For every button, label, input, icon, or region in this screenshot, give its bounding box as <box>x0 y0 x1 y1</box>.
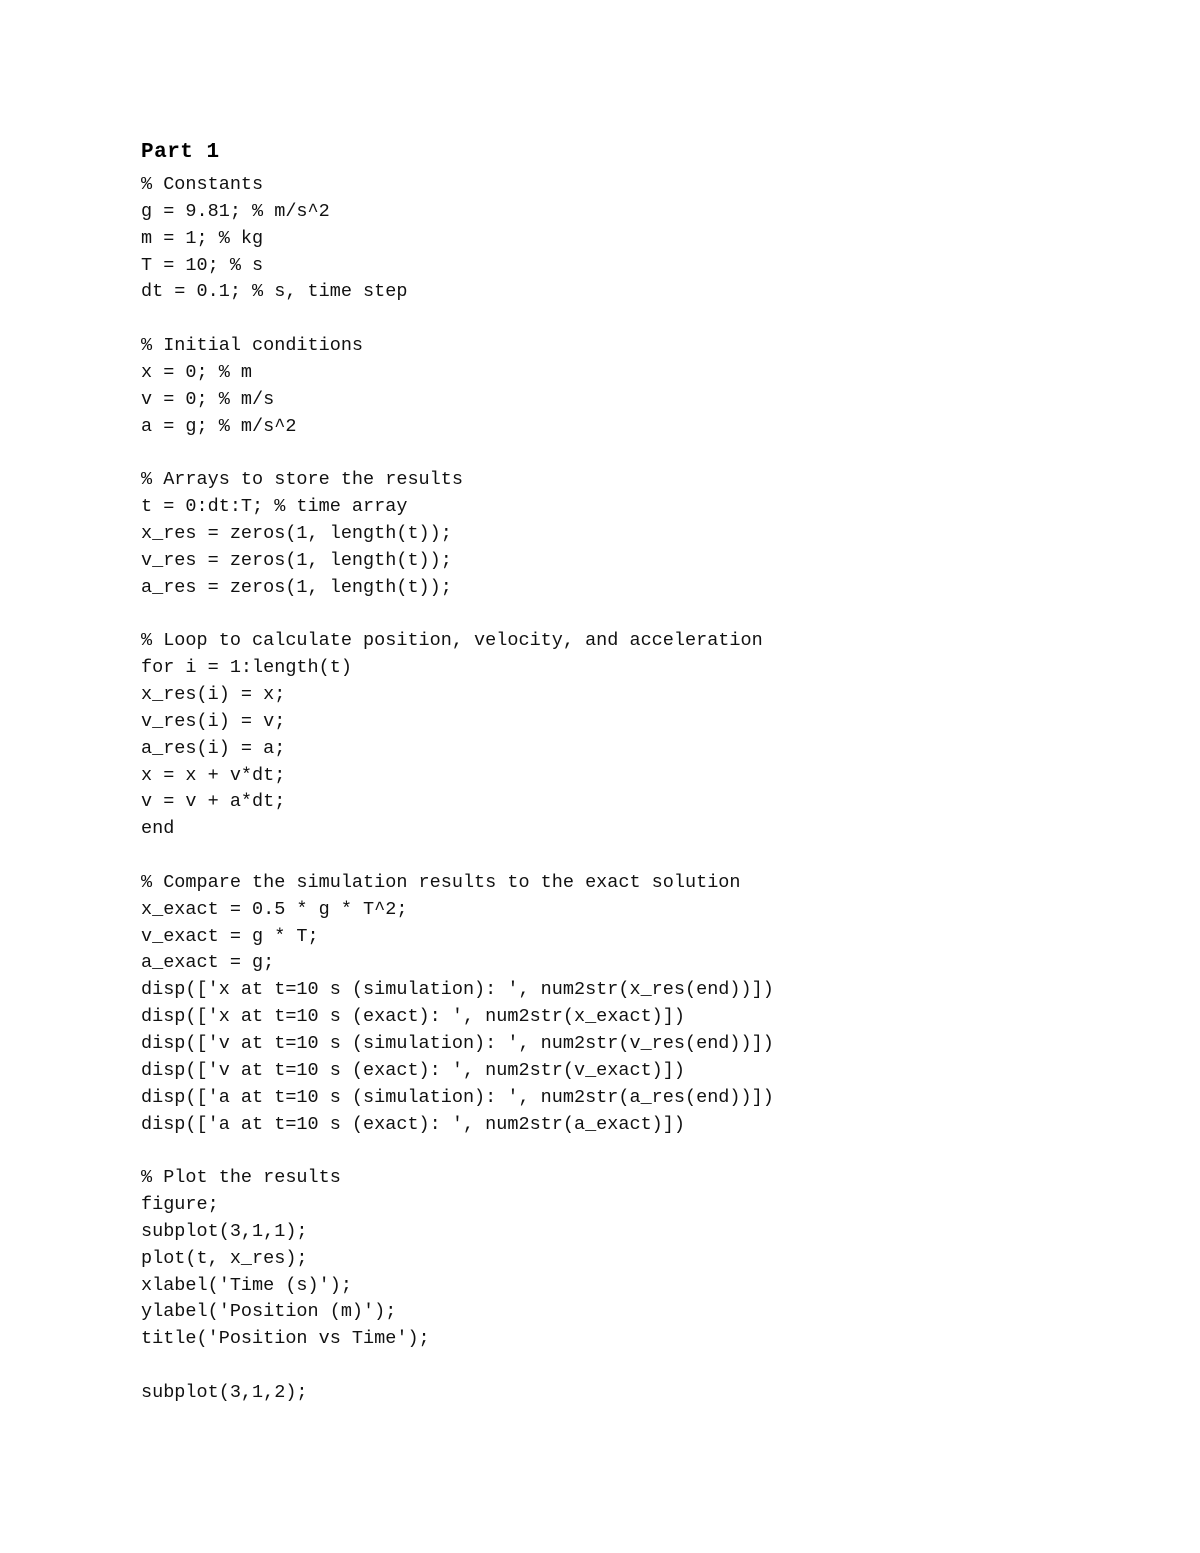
code-line: subplot(3,1,2); <box>141 1381 308 1403</box>
code-line: ylabel('Position (m)'); <box>141 1301 397 1323</box>
code-line: disp(['x at t=10 s (exact): ', num2str(x_exact)]) <box>141 1006 685 1028</box>
code-line: % Loop to calculate position, velocity, and acceleration <box>141 630 763 652</box>
code-line: disp(['a at t=10 s (simulation): ', num2str(a_res(end))]) <box>141 1086 774 1108</box>
code-line: for i = 1:length(t) <box>141 657 352 679</box>
code-line: v_res = zeros(1, length(t)); <box>141 549 452 571</box>
code-line: x = x + v*dt; <box>141 764 286 786</box>
code-line: v_res(i) = v; <box>141 710 286 732</box>
code-line: t = 0:dt:T; % time array <box>141 496 408 518</box>
code-line: a_res = zeros(1, length(t)); <box>141 576 452 598</box>
code-line: % Constants <box>141 174 264 195</box>
code-line: disp(['v at t=10 s (simulation): ', num2str(v_res(end))]) <box>141 1033 774 1054</box>
code-line: plot(t, x_res); <box>141 1247 308 1269</box>
code-line: title('Position vs Time'); <box>141 1328 430 1350</box>
code-line: v = 0; % m/s <box>141 388 275 410</box>
code-line: % Arrays to store the results <box>141 469 463 491</box>
code-line: x = 0; % m <box>141 361 253 383</box>
code-line: xlabel('Time (s)'); <box>141 1274 352 1296</box>
code-line: x_exact = 0.5 * g * T^2; <box>141 898 408 920</box>
code-line: disp(['v at t=10 s (exact): ', num2str(v_exact)]) <box>141 1059 685 1081</box>
code-line <box>141 306 774 333</box>
code-block <box>141 172 774 1407</box>
code-line: a_exact = g; <box>141 952 275 974</box>
code-line <box>141 843 774 870</box>
code-line: m = 1; % kg <box>141 227 264 249</box>
code-line: a = g; % m/s^2 <box>141 415 297 437</box>
code-line <box>141 440 774 467</box>
code-line: x_res(i) = x; <box>141 684 286 706</box>
code-line: T = 10; % s <box>141 254 264 276</box>
code-line: disp(['x at t=10 s (simulation): ', num2str(x_res(end))]) <box>141 979 774 1001</box>
code-line: figure; <box>141 1194 219 1216</box>
code-line: g = 9.81; % m/s^2 <box>141 200 330 222</box>
code-line: disp(['a at t=10 s (exact): ', num2str(a_exact)]) <box>141 1113 685 1135</box>
code-line: subplot(3,1,1); <box>141 1220 308 1242</box>
code-line: % Initial conditions <box>141 335 364 357</box>
code-line: x_res = zeros(1, length(t)); <box>141 522 452 544</box>
code-line: dt = 0.1; % s, time step <box>141 281 408 303</box>
code-line: a_res(i) = a; <box>141 737 286 759</box>
code-line <box>141 602 774 629</box>
section-heading: Part 1 <box>141 141 220 164</box>
code-line: % Compare the simulation results to the exact solution <box>141 871 741 893</box>
code-line: v_exact = g * T; <box>141 925 319 947</box>
code-line: % Plot the results <box>141 1167 341 1189</box>
code-line: end <box>141 818 175 840</box>
code-line: v = v + a*dt; <box>141 791 286 813</box>
code-line <box>141 1353 774 1380</box>
code-line <box>141 1138 774 1165</box>
